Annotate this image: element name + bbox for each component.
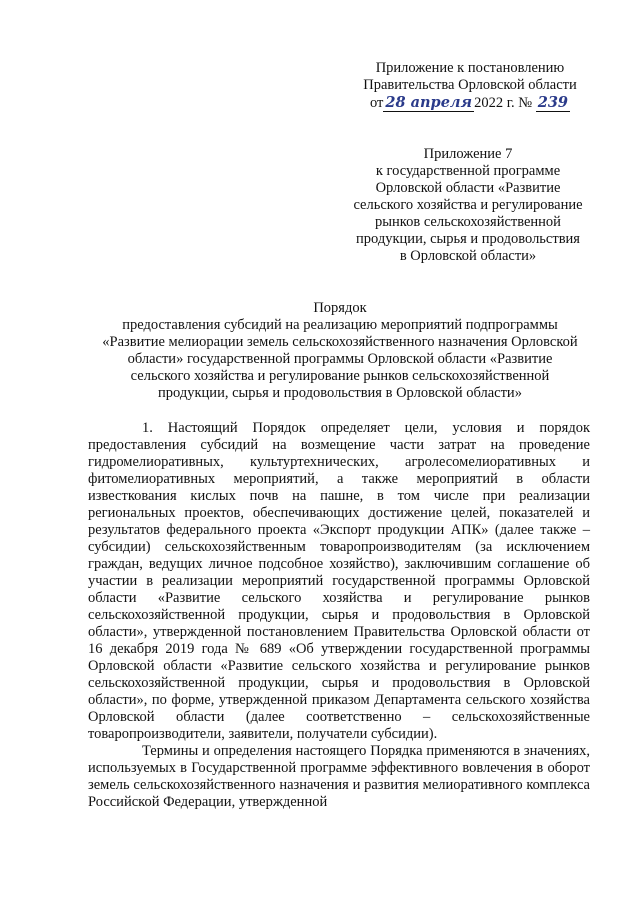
body-paragraph-1: 1. Настоящий Порядок определяет цели, условия и порядок предоставления субсидий на возмещение части затрат на проведение гидромелиоративных, культуртехнических, агролесомелиоративных и фитомелиоративных мероприятий, а также мероприятий в области известкования кислых почв на пашне, в том числе при реализации региональных проектов, обеспечивающих достижение целей, показателей и результатов федерального проекта «Экспорт продукции АПК» (далее также – субсидии) сельскохозяйственным товаропроизводителям (за исключением граждан, ведущих личное подсобное хозяйство), заключившим соглашение об участии в реализации мероприятий государственной программы Орловской области «Развитие сельского хозяйства и регулирование рынков сельскохозяйственной продукции, сырья и продовольствия в Орловской области», утвержденной постановлением Правительства Орловской области от 16 декабря 2019 года № 689 «Об утверждении государственной программы Орловской области «Развитие сельского хозяйства и регулирование рынков сельскохозяйственной продукции, сырья и продовольствия в Орловской области», по форме, утвержденной приказом Департамента сельского хозяйства Орловской области (далее соответственно – сельскохозяйственные товаропроизводители, заявители, получатели субсидии). (88, 420, 590, 742)
attachment-header-line2: Правительства Орловской области (363, 77, 577, 93)
date-prefix: от (369, 95, 384, 111)
attachment-sub-line: к государственной программе (375, 163, 561, 179)
attachment-sub-line: сельского хозяйства и регулирование (353, 197, 583, 213)
attachment-sub-line: в Орловской области» (399, 248, 537, 264)
body-paragraph-2: Термины и определения настоящего Порядка применяются в значениях, используемых в Государственной программе эффективного вовлечения в оборот земель сельскохозяйственного назначения и развития мелиоративного комплекса Российской Федерации, утвержденной (88, 743, 590, 810)
attachment-sub-line: рынков сельскохозяйственной (375, 214, 561, 230)
year-and-number-label: 2022 г. № (474, 95, 533, 111)
title-line: Порядок (313, 300, 367, 316)
document-body (88, 420, 590, 811)
attachment-sub-header (318, 146, 618, 265)
attachment-header-date-line (340, 94, 600, 112)
attachment-sub-line: продукции, сырья и продовольствия (356, 231, 580, 247)
title-line: области» государственной программы Орловской области «Развитие (127, 351, 553, 367)
document-title (70, 300, 610, 402)
attachment-header (340, 60, 600, 112)
title-line: «Развитие мелиорации земель сельскохозяйственного назначения Орловской (102, 334, 578, 350)
attachment-header-line1: Приложение к постановлению (375, 60, 565, 76)
attachment-sub-line: Приложение 7 (423, 146, 513, 162)
title-line: продукции, сырья и продовольствия в Орловской области» (158, 385, 522, 401)
title-line: сельского хозяйства и регулирование рынков сельскохозяйственной (130, 368, 550, 384)
title-line: предоставления субсидий на реализацию мероприятий подпрограммы (122, 317, 558, 333)
handwritten-date: 28 апреля (385, 94, 473, 111)
attachment-sub-line: Орловской области «Развитие (375, 180, 561, 196)
handwritten-number: 239 (537, 94, 569, 111)
